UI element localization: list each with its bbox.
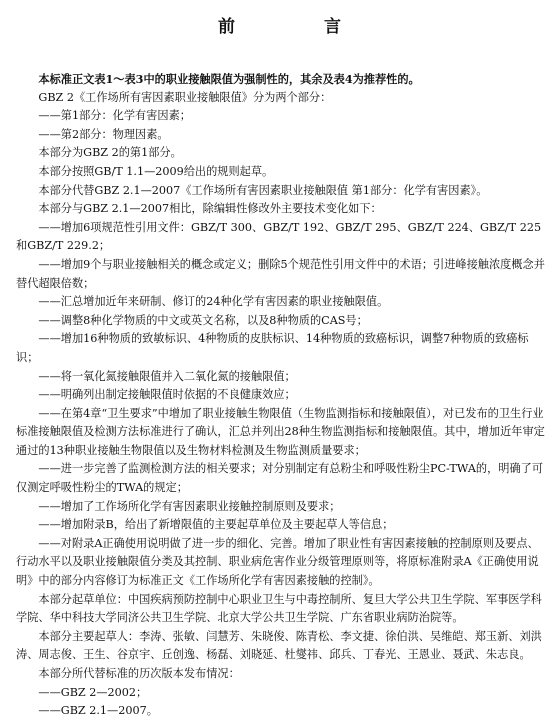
paragraph-main-drafters: 本部分主要起草人：李涛、张敏、闫慧芳、朱晓俊、陈青松、李文捷、徐伯洪、吴维皑、郑玉新、刘洪涛、周志俊、王生、谷京宇、丘创逸、杨磊、刘晓延、杜燮祎、邱兵、丁春光、王恩业、聂武、朱志良。 xyxy=(16,629,542,662)
list-item-change: ——在第4章“卫生要求”中增加了职业接触生物限值（生物监测指标和接触限值），对已发布的卫生行业标准接触限值及检测方法标准进行了确认，汇总并列出28种生物监测指标和接触限值。其中，增加近年审定通过的13种职业接触生物限值以及生物材料检测及生物监测质量要求； xyxy=(16,406,545,457)
paragraph-normative-statement: 本标准正文表1～表3中的职业接触限值为强制性的，其余及表4为推荐性的。 xyxy=(38,72,420,86)
list-item-part-2: ——第2部分：物理因素。 xyxy=(38,127,169,141)
list-item-change: ——调整8种化学物质的中文或英文名称，以及8种物质的CAS号； xyxy=(38,313,368,327)
paragraph-this-part: 本部分为GBZ 2的第1部分。 xyxy=(38,146,182,160)
paragraph-parts-intro: GBZ 2《工作场所有害因素职业接触限值》分为两个部分： xyxy=(38,90,332,104)
list-item-history: ——GBZ 2—2002； xyxy=(38,685,148,699)
paragraph-drafting-units: 本部分起草单位：中国疾病预防控制中心职业卫生与中毒控制所、复旦大学公共卫生学院、军事医学科学院、华中科技大学同济公共卫生学院、北京大学公共卫生学院、广东省职业病防治院等。 xyxy=(16,592,542,625)
list-item-change: ——进一步完善了监测检测方法的相关要求；对分别制定有总粉尘和呼吸性粉尘PC-TWA的，明确了可仅测定呼吸性粉尘的TWA的规定； xyxy=(16,462,544,495)
paragraph-replaces: 本部分代替GBZ 2.1—2007《工作场所有害因素职业接触限值 第1部分：化学有害因素》。 xyxy=(38,183,488,197)
list-item-change: ——对附录A正确使用说明做了进一步的细化、完善。增加了职业性有害因素接触的控制原则及要点、行动水平以及职业接触限值分类及其控制、职业病危害作业分级管理原则等，将原标准附录A《正确使用说明》中的部分内容修订为标准正文《工作场所化学有害因素接触的控制》。 xyxy=(16,536,539,588)
paragraph-changes-intro: 本部分与GBZ 2.1—2007相比，除编辑性修改外主要技术变化如下： xyxy=(38,202,382,216)
list-item-change: ——增加6项规范性引用文件：GBZ/T 300、GBZ/T 192、GBZ/T 295、GBZ/T 224、GBZ/T 225和GBZ/T 229.2； xyxy=(16,220,542,253)
list-item-change: ——增加9个与职业接触相关的概念或定义；删除5个规范性引用文件中的术语；引进峰接触浓度概念并替代超限倍数； xyxy=(16,257,545,290)
list-item-change: ——增加了工作场所化学有害因素职业接触控制原则及要求； xyxy=(38,499,341,513)
list-item-change: ——增加附录B，给出了新增限值的主要起草单位及主要起草人等信息； xyxy=(38,518,394,532)
list-item-change: ——明确列出制定接触限值时依据的不良健康效应； xyxy=(38,388,296,402)
paragraph-drafting-rules: 本部分按照GB/T 1.1—2009给出的规则起草。 xyxy=(38,164,274,178)
document-body xyxy=(16,70,547,721)
list-item-part-1: ——第1部分：化学有害因素； xyxy=(38,109,191,123)
list-item-history: ——GBZ 2.1—2007。 xyxy=(38,704,158,718)
paragraph-history-intro: 本部分所代替标准的历次版本发布情况： xyxy=(38,667,240,680)
list-item-change: ——汇总增加近年来研制、修订的24种化学有害因素的职业接触限值。 xyxy=(38,295,389,309)
page-title: 前 言 xyxy=(218,17,377,37)
list-item-change: ——将一氧化氮接触限值并入二氧化氮的接触限值； xyxy=(38,369,296,383)
list-item-change: ——增加16种物质的致敏标识、4种物质的皮肤标识、14种物质的致癌标识，调整7种物质的致癌标识； xyxy=(16,332,529,364)
